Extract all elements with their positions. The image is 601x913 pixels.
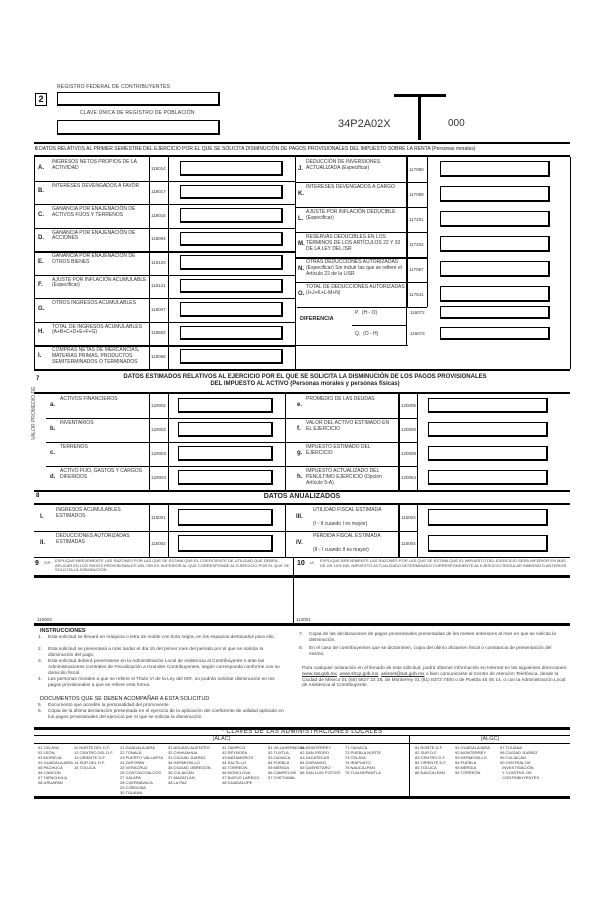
- clave-item: 42 REYNOSA: [222, 750, 248, 755]
- divider: [34, 743, 570, 744]
- clave-item: 71 OAXACA: [345, 745, 368, 750]
- amount-input[interactable]: [180, 208, 283, 223]
- clave-item: 63 ZACATECAS: [300, 755, 330, 760]
- clave-item: 27 XALAPA: [120, 775, 141, 780]
- row-label: GANANCIA POR ENAJENACIÓN DE ACCIONES: [52, 229, 136, 242]
- row-letter: O.: [298, 290, 305, 297]
- row-letter: D.: [38, 235, 44, 242]
- row-note: (I - II cuando I es mayor): [313, 521, 368, 527]
- section9-code: 115003: [37, 617, 52, 622]
- clave-item: 92 MONTERREY: [455, 750, 487, 755]
- section9-textarea[interactable]: [36, 580, 291, 620]
- clave-item: 01 CELAYA: [38, 745, 59, 750]
- field-code: 117541: [409, 291, 424, 297]
- section7-title-line1: DATOS ESTIMADOS RELATIVOS AL EJERCICIO POR EL QUE SE SOLICITA LA DISMINUCIÓN DE LOS PAGOS PROVISIONALES: [123, 374, 487, 380]
- field-code: 120064: [401, 475, 417, 480]
- divider: [34, 623, 570, 626]
- field-code: 120006: [401, 427, 417, 432]
- instruction-number: 1.: [38, 635, 43, 640]
- amount-input[interactable]: [178, 509, 273, 526]
- clave-item: 21 GUADALAJARA: [120, 745, 155, 750]
- contact-block: Para cualquier aclaración en el llenado de esta solicitud, podrá obtener información en Internet en las siguientes direcciones: www.sat.gob.mx, www.shcp.gob.mx, asisnet@sat.gob.mx o bien comunicarse al Centro de Atención Telefónica, desde la Ciudad de México 01 (55) 5627 22 28, de Monterrey 01 (81) 8372 7400 o de Puebla 45 45 14, o con la Administración Local de Asistencia al Contribuyente.: [302, 666, 568, 689]
- diferencia-label: DIFERENCIA: [300, 316, 334, 322]
- divider: [352, 325, 407, 326]
- section10-text: EXPLIQUE BREVEMENTE LAS RAZONES POR LAS QUE SE ESTIMA QUE EL IMPUESTO DEL EJERCICIO SERÁ INFERIOR EN MÁS DE UN 10% DEL IMPUESTO ACTUALIZADO DETERMINADO CORRESPONDIENTE AL EJERCICIO REGULAR INMEDIATO ANTERIOR: [320, 558, 567, 568]
- section6-header: [35, 146, 475, 152]
- row-label: OTRAS DEDUCCIONES AUTORIZADAS (Especificar) Sin incluir las que se refiere el Artículo 22 de la LISR: [306, 259, 402, 277]
- field-code: 120005: [401, 403, 417, 408]
- row-letter: F.: [38, 282, 43, 289]
- clave-item: 54 PUEBLA: [268, 760, 290, 765]
- amount-input[interactable]: [178, 446, 273, 461]
- field-code: 116073: [410, 331, 425, 336]
- row-divider: [46, 418, 285, 419]
- clave-item: 98 CIUDAD JUÁREZ: [500, 750, 538, 755]
- row-label: TOTAL DE DEDUCCIONES AUTORIZADAS (I+J+K+L-M+N): [306, 284, 405, 296]
- clave-item: 13 ORIENTE D.F.: [74, 755, 106, 760]
- form-code: 34P2A02X: [338, 118, 391, 130]
- clave-item: 75 NAUCALPAN: [345, 765, 375, 770]
- document-number: 5.: [38, 703, 43, 708]
- clave-item: 91 GUADALAJARA: [455, 745, 490, 750]
- row-label: PROMEDIO DE LAS DEUDAS: [306, 396, 375, 402]
- section8-title: DATOS ANUALIZADOS: [263, 493, 341, 500]
- section10-code: 113001: [296, 617, 311, 622]
- alac-label: (ALAC): [212, 736, 231, 742]
- page-code: 000: [448, 118, 465, 129]
- section7-number: 7: [36, 376, 40, 382]
- divider: [34, 392, 570, 394]
- clave-item: 53 OAXACA: [268, 755, 291, 760]
- row-divider: [296, 282, 427, 283]
- grid-line: [293, 557, 294, 623]
- row-letter: A.: [38, 164, 44, 171]
- instruction-number: 7.: [299, 632, 304, 637]
- row-divider: [286, 442, 418, 443]
- rfc-input[interactable]: [57, 92, 220, 106]
- clave-item: 07 TAPACHULA: [38, 775, 67, 780]
- section6-title: DATOS RELATIVOS AL PRIMER SEMESTRE DEL EJERCICIO POR EL QUE SE SOLICITA DISMINUCIÓN DE PAGOS PROVISIONALES DEL IMPUESTO SOBRE LA RENTA (Personas morales): [39, 146, 476, 152]
- instruction-text: Las personas morales a que se refiere el Título VI de la Ley del ISR, no podrán solicitar disminución en los pagos provisionales a que se refiere esta forma.: [48, 677, 275, 688]
- row-label: COMPRAS NETAS DE MERCANCÍAS, MATERIAS PRIMAS, PRODUCTOS SEMITERMINADOS O TERMINADOS: [52, 347, 140, 365]
- curp-input[interactable]: [57, 120, 220, 135]
- clave-item: 48 GUADALUPE: [222, 780, 253, 785]
- clave-item: 51 VILLAHERMOSA: [268, 745, 305, 750]
- amount-input[interactable]: [180, 326, 283, 341]
- document-number: 6.: [38, 709, 43, 714]
- document-text: Documento que acredite la personalidad del promovente.: [48, 703, 170, 708]
- row-letter: h.: [297, 474, 303, 480]
- row-label: INGRESOS NETOS PROPIOS DE LA ACTIVIDAD: [52, 159, 137, 171]
- row-divider: [34, 204, 295, 205]
- row-label: GANANCIA POR ENAJENACIÓN DE OTROS BIENES: [52, 253, 136, 265]
- clave-item: 72 PUEBLA NORTE: [345, 750, 382, 755]
- row-label: ACTIVOS FINANCIEROS: [60, 396, 118, 402]
- clave-item: 28 CUERNAVACA: [120, 780, 153, 785]
- field-code: 115001: [151, 515, 166, 520]
- clave-item: 47 NUEVO LAREDO: [222, 775, 260, 780]
- field-code: 120001: [151, 403, 167, 408]
- clave-item: 85 TOLUCA: [415, 765, 437, 770]
- row-letter: E.: [38, 258, 44, 265]
- row-label: PÉRDIDA FISCAL ESTIMADA: [313, 533, 381, 539]
- link-shcp[interactable]: www.shcp.gob.mx: [339, 671, 379, 677]
- clave-item: 03 MORELIA: [38, 755, 62, 760]
- instruction-text: En el caso de contribuyentes que se dictaminen, copia del último dictamen fiscal o constancia de presentación del mismo.: [309, 646, 552, 657]
- grid-line: [427, 157, 428, 307]
- section9-number: 9: [35, 560, 39, 567]
- field-code: 118120: [151, 259, 166, 265]
- row-letter: II.: [40, 540, 46, 546]
- amount-input[interactable]: [180, 349, 283, 364]
- clave-item: 76 TLALNEPANTLA: [345, 770, 381, 775]
- amount-input[interactable]: [428, 535, 548, 552]
- instruction-number: 3.: [38, 659, 43, 664]
- clave-item: 56 CAMPECHE: [268, 770, 297, 775]
- instruction-number: 4.: [38, 677, 43, 682]
- clave-item: 29 CÓRDOBA: [120, 785, 146, 790]
- field-code: 117087: [409, 266, 424, 272]
- clave-item: 34 HERMOSILLO: [168, 760, 200, 765]
- amount-input[interactable]: [180, 161, 283, 176]
- clave-item: INVESTIGACIÓN: [500, 765, 534, 770]
- row-label: TERRENOS: [60, 444, 88, 450]
- amount-input[interactable]: [440, 186, 550, 202]
- divider: [34, 575, 570, 578]
- clave-item: 83 CENTRO D.F.: [415, 755, 446, 760]
- clave-item: 33 CIUDAD JUÁREZ: [168, 755, 206, 760]
- field-code: 118007: [151, 306, 166, 312]
- row-letter: c.: [50, 450, 56, 456]
- section8-number: 8: [36, 493, 40, 499]
- row-label: INTERESES DEVENGADOS A CARGO: [306, 184, 395, 190]
- contact-text: Para cualquier aclaración en el llenado de esta solicitud, podrá obtener información en Internet en las siguientes direcciones:: [302, 666, 568, 671]
- amount-input[interactable]: [428, 422, 548, 437]
- amount-input[interactable]: [440, 211, 550, 227]
- clave-item: 94 PUEBLA: [455, 760, 477, 765]
- instructions-title: INSTRUCCIONES: [40, 628, 86, 634]
- grid-line: [295, 157, 296, 369]
- amount-input[interactable]: [178, 422, 273, 437]
- diferencia-q: [355, 331, 378, 337]
- algc-label: (ALGC): [480, 736, 500, 742]
- row-divider: [46, 466, 285, 467]
- clave-item: 31 AGUASCALIENTES: [168, 745, 210, 750]
- amount-input[interactable]: [440, 236, 550, 252]
- row-formula: (H - O): [361, 310, 378, 316]
- amount-input[interactable]: [428, 470, 548, 485]
- amount-input[interactable]: [428, 398, 548, 413]
- section9-sub: ISR: [44, 560, 51, 565]
- row-label: AJUSTE POR INFLACIÓN DEDUCIBLE (Especificar): [306, 209, 396, 221]
- row-formula: (O - H): [363, 331, 379, 337]
- field-code: 115003: [401, 515, 416, 520]
- row-letter: P.: [355, 310, 360, 316]
- row-letter: f.: [297, 426, 301, 432]
- amount-input[interactable]: [180, 302, 283, 317]
- row-letter: g.: [297, 450, 303, 456]
- field-code: 117089: [409, 191, 424, 197]
- field-code: 118502: [151, 330, 166, 336]
- clave-item: 86 NAUCALPAN: [415, 770, 445, 775]
- amount-input[interactable]: [180, 279, 283, 294]
- link-sat[interactable]: www.sat.gob.mx: [302, 671, 337, 677]
- documents-title: DOCUMENTOS QUE SE DEBEN ACOMPAÑAR A ESTA SOLICITUD: [40, 696, 210, 702]
- clave-item: 12 CENTRO DEL D.F.: [74, 750, 114, 755]
- divider: [34, 490, 570, 492]
- field-code: 116072: [410, 310, 425, 315]
- row-divider: [296, 182, 427, 183]
- clave-item: 65 QUERÉTARO: [300, 765, 331, 770]
- amount-input[interactable]: [178, 535, 273, 552]
- amount-input[interactable]: [428, 446, 548, 461]
- clave-item: 00 CENTRAL DE: [500, 760, 531, 765]
- row-letter: Q.: [355, 331, 361, 337]
- field-code: 120003: [151, 451, 167, 456]
- row-label: GANANCIA POR ENAJENACIÓN DE ACTIVOS FIJOS Y TERRENOS: [52, 206, 136, 218]
- grid-line: [149, 157, 150, 369]
- clave-item: 04 GUADALAJARA: [38, 760, 73, 765]
- clave-item: 26 COATZACOALCOS: [120, 770, 162, 775]
- clave-item: 05 PACHUCA: [38, 765, 63, 770]
- amount-input[interactable]: [180, 185, 283, 200]
- instruction-text: Esta solicitud se presentará a más tardar el día 15 del primer mes del periodo por el que se solicita la disminución del pago.: [48, 647, 264, 658]
- clave-item: 22 TONALÁ: [120, 750, 142, 755]
- phone-text: o bien comunicarse al Centro de Atención Telefónica, desde la Ciudad de México 01 (55) 5627 22 28, de Monterrey 01 (81) 8372 7400 o de Puebla 45 45 14, o con la Administración Local de Asistencia al Contribuyente.: [302, 671, 566, 689]
- clave-item: 44 SALTILLO: [222, 760, 246, 765]
- clave-item: 99 CULIACÁN: [500, 755, 526, 760]
- row-letter: J.: [298, 165, 304, 172]
- clave-item: 32 CHIHUAHUA: [168, 750, 198, 755]
- clave-item: 02 LEÓN: [38, 750, 55, 755]
- row-letter: N.: [298, 265, 304, 272]
- row-label: IMPUESTO ACTUALIZADO DEL PENÚLTIMO EJERCICIO (Opción Artículo 5-A): [306, 468, 382, 486]
- section6-number: 6: [35, 146, 38, 152]
- row-letter: C.: [38, 211, 44, 218]
- side-label: VALOR PROMEDIO DE: [31, 386, 37, 440]
- field-code: 117201: [409, 216, 424, 222]
- row-label: INTERESES DEVENGADOS A FAVOR: [52, 182, 140, 189]
- instruction-number: 8.: [299, 646, 304, 651]
- clave-item: 11 NORTE DEL D.F.: [74, 745, 111, 750]
- clave-item: 52 TUXTLA: [268, 750, 289, 755]
- field-code: 115004: [401, 541, 416, 546]
- divider: [34, 503, 570, 505]
- divider: [297, 307, 427, 308]
- row-divider: [34, 181, 295, 182]
- clave-item: 95 MÉRIDA: [455, 765, 477, 770]
- clave-item: 25 VERACRUZ: [120, 765, 148, 770]
- clave-item: Y CONTROL DE: [500, 770, 532, 775]
- amount-input[interactable]: [180, 232, 283, 247]
- clave-item: 35 CIUDAD OBREGÓN: [168, 765, 211, 770]
- clave-item: 74 IRAPUATO: [345, 760, 371, 765]
- t-mark-stem: [418, 94, 421, 140]
- row-label: OTROS INGRESOS ACUMULABLES: [52, 300, 136, 306]
- field-code: 118014: [151, 165, 166, 171]
- grid-line: [34, 157, 35, 369]
- row-label: UTILIDAD FISCAL ESTIMADA: [313, 507, 382, 513]
- row-letter: B.: [38, 188, 44, 195]
- amount-input[interactable]: [178, 398, 273, 413]
- section10-number: 10: [297, 560, 305, 567]
- row-label: IMPUESTO ESTIMADO DEL EJERCICIO: [306, 444, 371, 456]
- section10-textarea[interactable]: [296, 580, 568, 620]
- field-code: 115002: [151, 541, 166, 546]
- field-code: 118004: [151, 236, 166, 242]
- row-letter: d.: [50, 474, 56, 480]
- amount-input[interactable]: [440, 161, 550, 177]
- clave-item: 66 SAN LUIS POTOSÍ: [300, 770, 340, 775]
- clave-item: 81 NORTE D.F.: [415, 745, 443, 750]
- diferencia-p: [355, 310, 377, 316]
- clave-item: 96 TORREÓN: [455, 770, 481, 775]
- row-letter: IV.: [296, 540, 303, 546]
- field-code: 118121: [151, 283, 166, 289]
- row-letter: b.: [50, 426, 56, 432]
- clave-item: CONTRIBUYENTES: [500, 775, 540, 780]
- link-asisnet[interactable]: asisnet@sat.gob.mx: [380, 671, 425, 677]
- row-letter: I.: [40, 514, 44, 520]
- clave-item: 57 CHETUMAL: [268, 775, 296, 780]
- row-letter: M.: [298, 240, 305, 247]
- clave-item: 55 MÉRIDA: [268, 765, 290, 770]
- grid-line: [570, 157, 571, 369]
- row-divider: [296, 232, 427, 233]
- row-label: DEDUCCIÓN DE INVERSIONES ACTUALIZADA (Especificar): [306, 159, 381, 171]
- clave-item: 36 CULIACÁN: [168, 770, 194, 775]
- row-divider: [34, 275, 295, 276]
- row-label: INVENTARIOS: [60, 420, 94, 426]
- section9-text: EXPLIQUE BREVEMENTE LAS RAZONES POR LAS QUE SE ESTIMA QUE EL COEFICIENTE DE UTILIDAD QUE DEBEN APLICAR EN LOS PAGOS PROVISIONALES DEL ISR ES SUPERIOR AL QUE CORRESPONDE AL EJERCICIO POR EL QUE SE SOLICITA LA DISMINUCIÓN: [55, 558, 290, 573]
- row-divider: [34, 228, 295, 229]
- row-letter: e.: [297, 402, 303, 408]
- diferencia-q-input[interactable]: [440, 327, 550, 340]
- clave-item: 30 TIJUANA: [120, 790, 143, 795]
- row-label: ACTIVO FIJO, GASTOS Y CARGOS DIFERIDOS: [60, 468, 142, 480]
- clave-item: 45 TORREÓN: [222, 765, 248, 770]
- grid-line: [406, 307, 407, 345]
- row-divider: [34, 298, 295, 299]
- row-label: TOTAL DE INGRESOS ACUMULABLES (A+B+C+D+E+F+G): [52, 323, 142, 336]
- section7-title: [60, 374, 550, 388]
- instruction-text: Esta solicitud se llenará en máquina o letra de molde con tinta negra, en los espacios destinados para ello.: [48, 635, 275, 640]
- clave-item: 64 DURANGO: [300, 760, 327, 765]
- row-label: VALOR DEL ACTIVO ESTIMADO EN EL EJERCICIO: [306, 420, 390, 432]
- row-letter: K.: [298, 190, 304, 197]
- amount-input[interactable]: [440, 261, 550, 277]
- clave-item: 82 SUR D.F.: [415, 750, 438, 755]
- clave-item: 37 MAZATLÁN: [168, 775, 195, 780]
- field-code: 120002: [151, 427, 167, 432]
- clave-item: 15 TOLUCA: [74, 765, 96, 770]
- divider: [296, 345, 408, 346]
- row-letter: G.: [38, 305, 45, 312]
- row-label: AJUSTE POR INFLACIÓN ACUMULABLE (Especificar): [52, 276, 147, 289]
- row-letter: H.: [38, 329, 44, 336]
- row-divider: [286, 418, 418, 419]
- clave-item: 46 MONCLOVA: [222, 770, 251, 775]
- clave-item: 38 LA PAZ: [168, 780, 187, 785]
- diferencia-p-input[interactable]: [440, 306, 550, 319]
- rfc-label: REGISTRO FEDERAL DE CONTRIBUYENTES: [57, 84, 171, 90]
- row-divider: [34, 531, 285, 532]
- row-divider: [286, 531, 418, 532]
- field-code: 120008: [401, 451, 417, 456]
- field-code: 118066: [151, 353, 166, 359]
- claves-title: * CLAVES DE LAS ADMINISTRACIONES LOCALES: [221, 729, 383, 735]
- clave-item: 93 HERMOSILLO: [455, 755, 487, 760]
- clave-item: 73 CELAYA: [345, 755, 366, 760]
- divider: [34, 796, 570, 799]
- curp-label: CLAVE ÚNICA DE REGISTRO DE POBLACIÓN: [80, 110, 195, 116]
- clave-item: 61 MONTERREY: [300, 745, 332, 750]
- clave-item: 08 URUAPAN: [38, 780, 63, 785]
- row-divider: [286, 466, 418, 467]
- grid-line: [409, 735, 410, 797]
- section10-sub: IA: [310, 560, 314, 565]
- section7-title-line2: DEL IMPUESTO AL ACTIVO (Personas morales y personas físicas): [210, 381, 400, 387]
- instruction-text: Esta solicitud deberá presentarse en la Administración Local de Asistencia al Contribuyente o ante las Administraciones Centrales de Fiscalización a Grandes Contribuyentes, según corresponda conforme con su domicilio fiscal.: [48, 659, 280, 676]
- row-note: (II - I cuando II es mayor): [313, 547, 369, 553]
- clave-item: 43 MATAMOROS: [222, 755, 254, 760]
- row-label: DEDUCCIONES AUTORIZADAS ESTIMADAS: [56, 533, 130, 545]
- row-letter: III.: [296, 514, 303, 520]
- instruction-text: Copia de las declaraciones de pagos provisionales presentadas de los meses anteriores al mes en que se solicita la disminución.: [309, 632, 556, 643]
- row-letter: L.: [298, 215, 304, 222]
- field-code: 117202: [409, 241, 424, 247]
- divider: [34, 155, 570, 157]
- clave-item: 06 CANCÚN: [38, 770, 61, 775]
- clave-item: 24 ZAPOPAN: [120, 760, 145, 765]
- clave-item: 14 SUR DEL D.F.: [74, 760, 105, 765]
- field-code: 120004: [151, 475, 167, 480]
- amount-input[interactable]: [428, 509, 548, 526]
- section-number-badge: 2: [35, 93, 47, 106]
- document-text: Copia de la última declaración presentada en el ejercicio de la aplicación del coeficiente de utilidad aplicado en los pagos provisionales del ejercicio por el que se solicita la disminución.: [48, 709, 284, 720]
- row-label: INGRESOS ACUMULABLES ESTIMADOS: [56, 507, 121, 519]
- field-code: 118015: [151, 212, 166, 218]
- amount-input[interactable]: [180, 255, 283, 270]
- row-divider: [46, 442, 285, 443]
- amount-input[interactable]: [178, 470, 273, 485]
- clave-item: 97 TIJUANA: [500, 745, 523, 750]
- clave-item: 84 ORIENTE D.F.: [415, 760, 447, 765]
- amount-input[interactable]: [440, 286, 550, 302]
- row-divider: [296, 207, 427, 208]
- clave-item: 23 PUERTO VALLARTA: [120, 755, 163, 760]
- instruction-number: 2.: [38, 647, 43, 652]
- clave-item: 41 TAMPICO: [222, 745, 246, 750]
- field-code: 117090: [409, 166, 424, 172]
- grid-line: [168, 157, 169, 369]
- divider: [34, 369, 570, 371]
- row-letter: I.: [38, 352, 42, 359]
- row-label: RESERVAS DEDUCIBLES EN LOS TÉRMINOS DE LOS ARTÍCULOS 22 Y 33 DE LA LEY DEL ISR: [306, 234, 401, 252]
- row-letter: a.: [50, 402, 56, 408]
- divider: [34, 142, 570, 144]
- clave-item: 62 SAN PEDRO: [300, 750, 330, 755]
- field-code: 118017: [151, 189, 166, 195]
- row-divider: [34, 322, 295, 323]
